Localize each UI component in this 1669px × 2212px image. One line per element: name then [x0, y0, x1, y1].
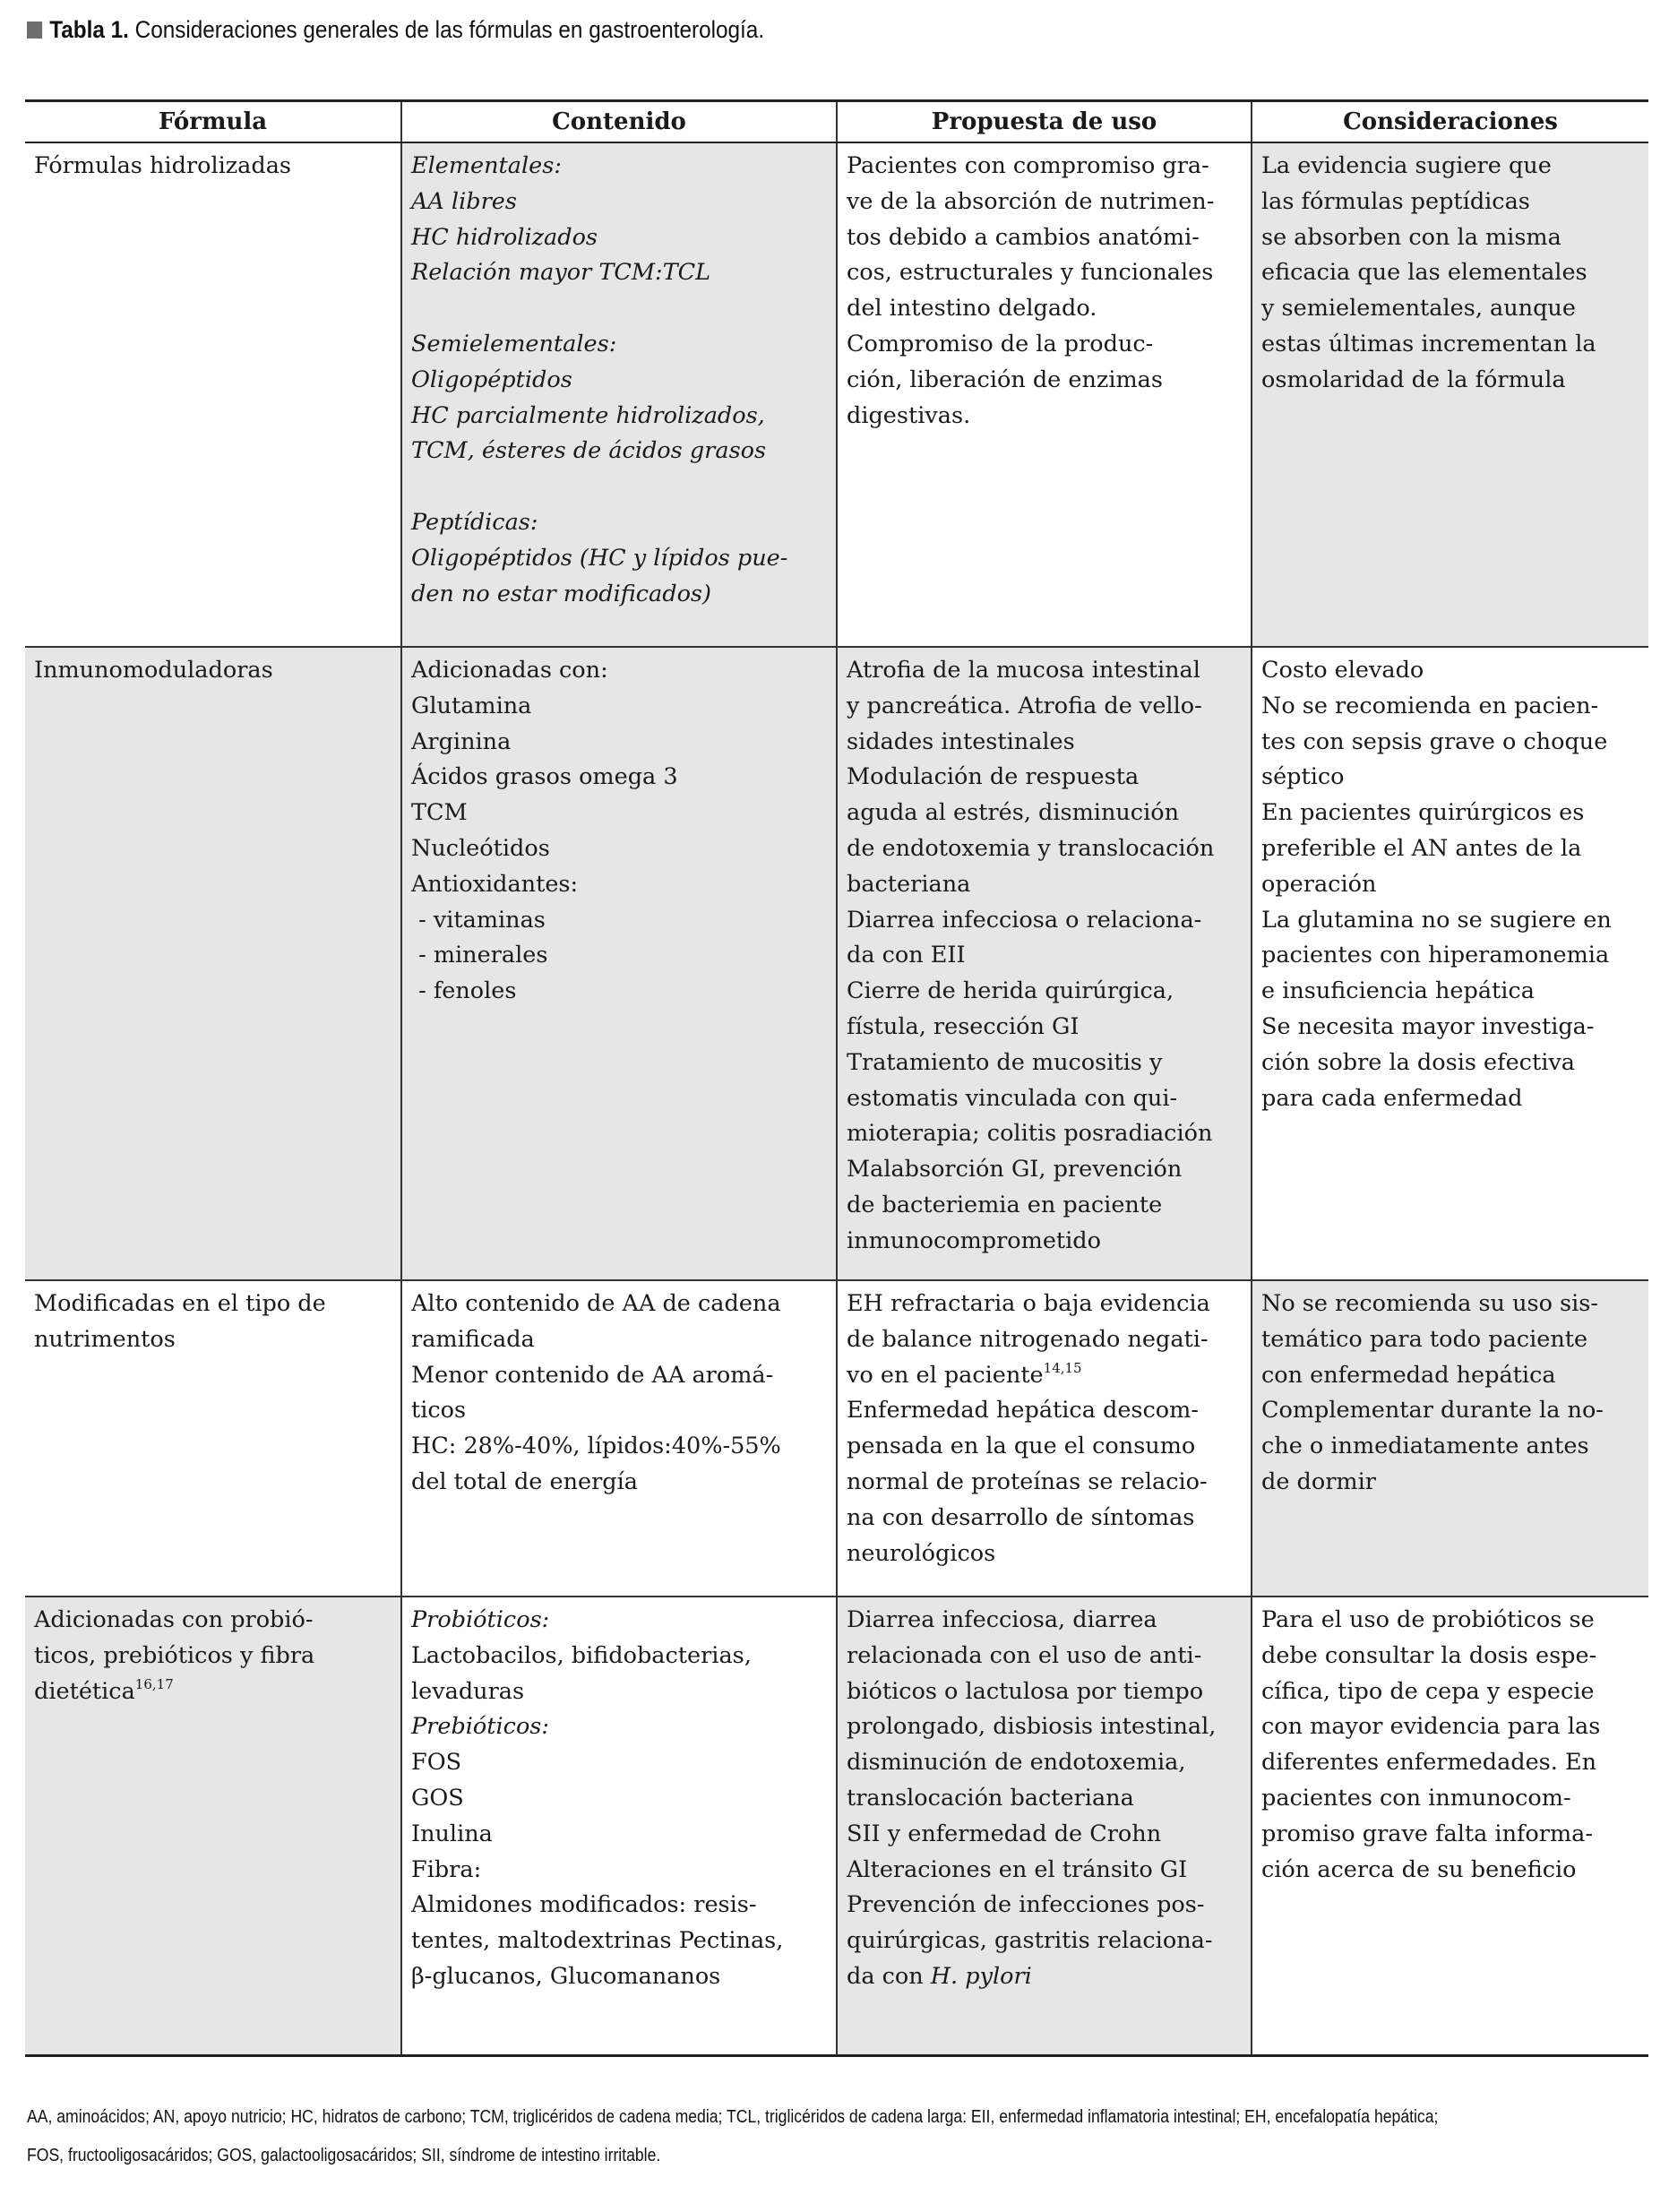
cell-line: - minerales	[411, 942, 548, 969]
cell-line: AA libres	[411, 187, 517, 215]
cell-line: Elementales:	[411, 152, 562, 179]
cell-line	[847, 1358, 1242, 1394]
cell-line: Prevención de infecciones pos-	[847, 1891, 1205, 1919]
cell-line: Arginina	[411, 727, 512, 755]
cell-line: da con EII	[847, 942, 966, 969]
reference-superscript: 14,15	[1043, 1359, 1082, 1376]
cell-line: estas últimas incrementan la	[1261, 330, 1596, 357]
cell-line: Oligopéptidos (HC y lípidos pue-	[411, 544, 788, 572]
cell-line: HC: 28%-40%, lípidos:40%-55%	[411, 1433, 781, 1460]
cell-line: pacientes con hiperamonemia	[1261, 942, 1610, 969]
cell-line: - fenoles	[411, 977, 517, 1005]
cell-line: che o inmediatamente antes	[1261, 1433, 1589, 1460]
cell-propuesta	[837, 1280, 1252, 1597]
table-caption	[27, 16, 764, 44]
cell-line: ticos, prebióticos y fibra	[34, 1641, 315, 1669]
cell-line: pacientes con inmunocom-	[1261, 1784, 1571, 1812]
cell-line: las fórmulas peptídicas	[1261, 187, 1530, 215]
cell-line: No se recomienda en pacien-	[1261, 692, 1599, 719]
cell-line: promiso grave falta informa-	[1261, 1820, 1593, 1847]
cell-line: de endotoxemia y translocación	[847, 834, 1215, 862]
cell-consideraciones	[1252, 1280, 1648, 1597]
cell-line: quirúrgicas, gastritis relaciona-	[847, 1927, 1213, 1955]
cell-line: de bacteriemia en paciente	[847, 1191, 1163, 1218]
cell-propuesta	[837, 647, 1252, 1280]
cell-consideraciones	[1252, 647, 1648, 1280]
cell-formula	[25, 1597, 401, 2055]
line-text: da con	[847, 1962, 931, 1990]
cell-line: fístula, resección GI	[847, 1012, 1080, 1040]
cell-line: de balance nitrogenado negati-	[847, 1325, 1209, 1353]
cell-line: Nucleótidos	[411, 834, 550, 862]
footnote-line: AA, aminoácidos; AN, apoyo nutricio; HC, hidratos de carbono; TCM, triglicéridos de cadena media; TCL, triglicéridos de cadena larga: EII, enfermedad inflamatoria intestinal; EH, encefalopatía hepática;	[27, 2107, 1439, 2127]
cell-line: de dormir	[1261, 1467, 1376, 1495]
cell-line: Relación mayor TCM:TCL	[411, 259, 711, 287]
cell-line: Fibra:	[411, 1855, 482, 1883]
cell-contenido	[401, 1597, 837, 2055]
cell-line: Diarrea infecciosa o relaciona-	[847, 906, 1202, 934]
cell-line: del total de energía	[411, 1467, 638, 1495]
cell-propuesta	[837, 1597, 1252, 2055]
cell-line	[34, 1674, 391, 1710]
cell-line: ve de la absorción de nutrimen-	[847, 187, 1215, 215]
cell-line: disminución de endotoxemia,	[847, 1749, 1186, 1777]
cell-line: Menor contenido de AA aromá-	[411, 1361, 774, 1389]
cell-line: temático para todo paciente	[1261, 1325, 1588, 1353]
cell-line: séptico	[1261, 763, 1345, 791]
cell-line: Probióticos:	[411, 1606, 550, 1633]
cell-consideraciones	[1252, 1597, 1648, 2055]
cell-line: neurológicos	[847, 1539, 996, 1567]
cell-line: En pacientes quirúrgicos es	[1261, 799, 1585, 827]
cell-line: Modulación de respuesta	[847, 763, 1140, 791]
cell-line: Semielementales:	[411, 330, 617, 357]
table-row	[25, 142, 1648, 647]
header-contenido: Contenido	[401, 101, 837, 143]
cell-line: FOS	[411, 1749, 462, 1777]
cell-contenido	[401, 1280, 837, 1597]
cell-line: Complementar durante la no-	[1261, 1397, 1604, 1424]
cell-line: La glutamina no se sugiere en	[1261, 906, 1612, 934]
cell-line: estomatis vinculada con qui-	[847, 1084, 1178, 1112]
line-text: dietética	[34, 1677, 135, 1705]
cell-line: No se recomienda su uso sis-	[1261, 1290, 1598, 1317]
cell-line: ción acerca de su beneficio	[1261, 1855, 1577, 1883]
cell-line: Almidones modificados: resis-	[411, 1891, 757, 1919]
table-row	[25, 1597, 1648, 2055]
cell-line: Lactobacilos, bifidobacterias,	[411, 1641, 752, 1669]
cell-propuesta	[837, 142, 1252, 647]
cell-line: mioterapia; colitis posradiación	[847, 1120, 1213, 1148]
cell-line: Enfermedad hepática descom-	[847, 1397, 1199, 1424]
cell-line: Glutamina	[411, 692, 532, 719]
cell-line: tentes, maltodextrinas Pectinas,	[411, 1927, 784, 1955]
cell-line: cífica, tipo de cepa y especie	[1261, 1677, 1595, 1705]
cell-line: sidades intestinales	[847, 727, 1075, 755]
cell-formula	[25, 1280, 401, 1597]
cell-line: normal de proteínas se relacio-	[847, 1467, 1208, 1495]
cell-line: nutrimentos	[34, 1325, 176, 1353]
reference-superscript: 16,17	[134, 1675, 174, 1692]
cell-line: tes con sepsis grave o choque	[1261, 727, 1608, 755]
cell-line: diferentes enfermedades. En	[1261, 1749, 1597, 1777]
cell-line: Ácidos grasos omega 3	[411, 763, 678, 791]
cell-line: Adicionadas con:	[411, 657, 608, 684]
cell-line: Malabsorción GI, prevención	[847, 1156, 1183, 1183]
cell-line: Adicionadas con probió-	[34, 1606, 314, 1633]
cell-line: prolongado, disbiosis intestinal,	[847, 1713, 1217, 1741]
cell-line: ramificada	[411, 1325, 535, 1353]
cell-line: den no estar modificados)	[411, 580, 711, 607]
cell-line: na con desarrollo de síntomas	[847, 1503, 1195, 1531]
cell-line: TCM, ésteres de ácidos grasos	[411, 437, 767, 465]
cell-line: Peptídicas:	[411, 508, 538, 536]
header-formula: Fórmula	[25, 101, 401, 143]
cell-line: Oligopéptidos	[411, 366, 572, 393]
cell-line: levaduras	[411, 1677, 525, 1705]
cell-line: pensada en la que el consumo	[847, 1433, 1196, 1460]
cell-line: Prebióticos:	[411, 1713, 549, 1741]
caption-square-icon	[27, 22, 42, 39]
cell-line: preferible el AN antes de la	[1261, 834, 1582, 862]
cell-line: - vitaminas	[411, 906, 546, 934]
table-header-row	[25, 101, 1648, 143]
species-name: H. pylori	[930, 1962, 1032, 1990]
cell-line: osmolaridad de la fórmula	[1261, 366, 1566, 393]
cell-line: digestivas.	[847, 401, 971, 429]
cell-line: GOS	[411, 1784, 464, 1812]
cell-line: bacteriana	[847, 870, 971, 898]
cell-line: con mayor evidencia para las	[1261, 1713, 1601, 1741]
cell-line: SII y enfermedad de Crohn	[847, 1820, 1162, 1847]
cell-line: Se necesita mayor investiga-	[1261, 1012, 1595, 1040]
footnote-line: FOS, fructooligosacáridos; GOS, galactooligosacáridos; SII, síndrome de intestino irritable.	[27, 2146, 661, 2165]
formulas-table	[25, 99, 1648, 2057]
table-row	[25, 647, 1648, 1280]
cell-line: ción sobre la dosis efectiva	[1261, 1048, 1575, 1076]
cell-consideraciones	[1252, 142, 1648, 647]
caption-text: Consideraciones generales de las fórmulas en gastroenterología.	[134, 16, 765, 43]
cell-line: Pacientes con compromiso gra-	[847, 152, 1209, 179]
cell-line: TCM	[411, 799, 468, 827]
cell-line: Modificadas en el tipo de	[34, 1290, 326, 1317]
cell-line: HC hidrolizados	[411, 223, 598, 251]
cell-line: Alto contenido de AA de cadena	[411, 1290, 781, 1317]
cell-line: β-glucanos, Glucomananos	[411, 1962, 721, 1990]
cell-line: Para el uso de probióticos se	[1261, 1606, 1595, 1633]
cell-line: con enfermedad hepática	[1261, 1361, 1556, 1389]
cell-line: bióticos o lactulosa por tiempo	[847, 1677, 1204, 1705]
cell-line: EH refractaria o baja evidencia	[847, 1290, 1210, 1317]
cell-line: Alteraciones en el tránsito GI	[847, 1855, 1188, 1883]
cell-line: del intestino delgado.	[847, 295, 1097, 323]
cell-line: Costo elevado	[1261, 657, 1424, 684]
cell-line: Compromiso de la produc-	[847, 330, 1154, 357]
cell-line: La evidencia sugiere que	[1261, 152, 1552, 179]
cell-line: inmunocomprometido	[847, 1226, 1101, 1254]
cell-line: e insuficiencia hepática	[1261, 977, 1535, 1005]
cell-line: Inulina	[411, 1820, 493, 1847]
cell-line: Diarrea infecciosa, diarrea	[847, 1606, 1157, 1633]
cell-line: translocación bacteriana	[847, 1784, 1134, 1812]
cell-line: Antioxidantes:	[411, 870, 579, 898]
cell-line: cos, estructurales y funcionales	[847, 259, 1214, 287]
cell-line: operación	[1261, 870, 1377, 898]
cell-line: Cierre de herida quirúrgica,	[847, 977, 1174, 1005]
cell-line: ticos	[411, 1397, 467, 1424]
cell-line: relacionada con el uso de anti-	[847, 1641, 1202, 1669]
cell-contenido	[401, 647, 837, 1280]
cell-line: Fórmulas hidrolizadas	[34, 152, 291, 179]
cell-line: y semielementales, aunque	[1261, 295, 1576, 323]
header-propuesta: Propuesta de uso	[837, 101, 1252, 143]
cell-line: debe consultar la dosis espe-	[1261, 1641, 1597, 1669]
cell-contenido	[401, 142, 837, 647]
cell-line: aguda al estrés, disminución	[847, 799, 1180, 827]
cell-line	[847, 1959, 1242, 1995]
cell-line: ción, liberación de enzimas	[847, 366, 1163, 393]
table-row	[25, 1280, 1648, 1597]
line-text: vo en el paciente	[847, 1361, 1044, 1389]
cell-line: para cada enfermedad	[1261, 1084, 1523, 1112]
cell-line: Inmunomoduladoras	[34, 657, 273, 684]
cell-formula	[25, 647, 401, 1280]
cell-formula	[25, 142, 401, 647]
caption-label: Tabla 1.	[49, 16, 129, 43]
cell-line: Atrofia de la mucosa intestinal	[847, 657, 1200, 684]
cell-line: HC parcialmente hidrolizados,	[411, 401, 765, 429]
cell-line: tos debido a cambios anatómi-	[847, 223, 1200, 251]
cell-line: eficacia que las elementales	[1261, 259, 1587, 287]
cell-line: y pancreática. Atrofia de vello-	[847, 692, 1202, 719]
cell-line: se absorben con la misma	[1261, 223, 1561, 251]
header-consideraciones: Consideraciones	[1252, 101, 1648, 143]
cell-line: Tratamiento de mucositis y	[847, 1048, 1163, 1076]
